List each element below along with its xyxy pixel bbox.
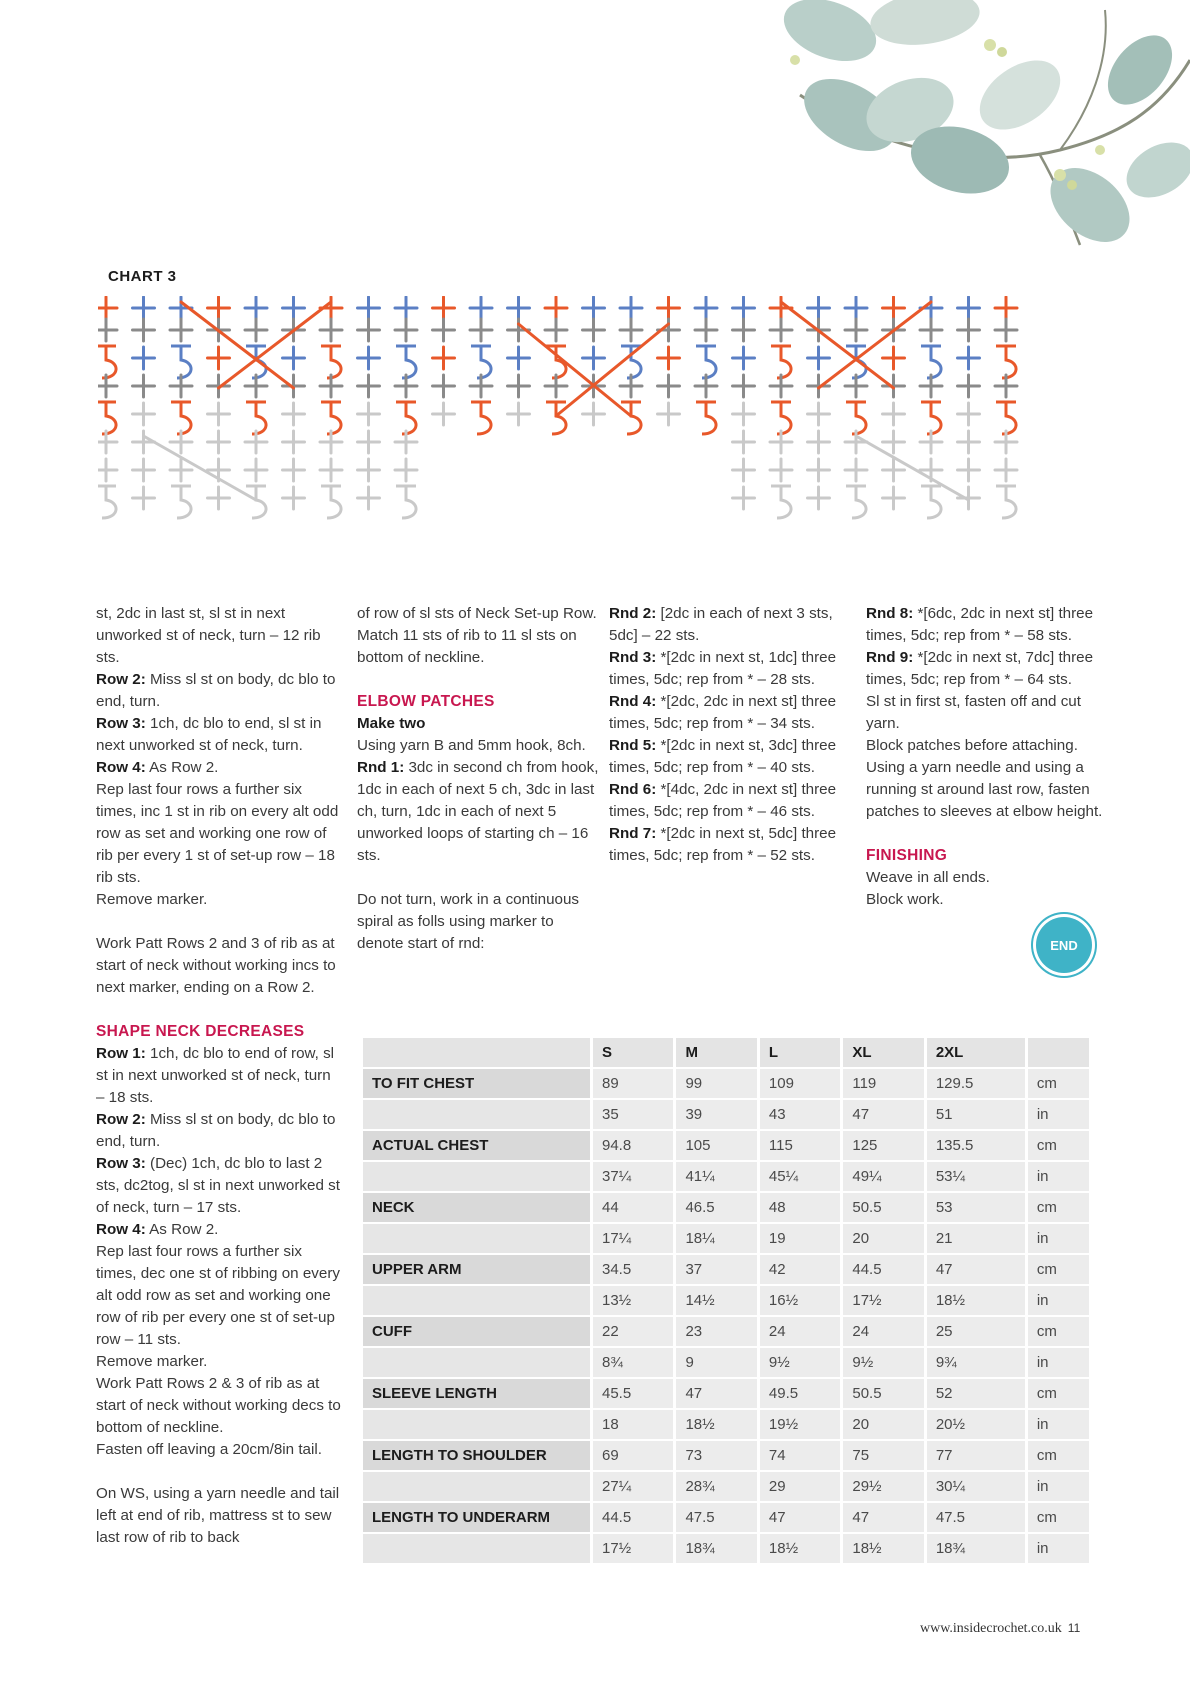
measurement-label: ACTUAL CHEST [363, 1131, 590, 1160]
chart-stitch [546, 402, 566, 434]
table-row [363, 1503, 1089, 1532]
row-label: Rnd 9: [866, 649, 914, 666]
chart-stitch [846, 346, 866, 378]
chart-stitch [321, 402, 341, 434]
measurement-value: 119 [843, 1069, 923, 1098]
measurement-value: 129.5 [927, 1069, 1025, 1098]
measurement-value: 44 [593, 1193, 673, 1222]
chart-stitch [471, 402, 491, 434]
measurement-label [363, 1472, 590, 1501]
pattern-line: Rnd 3: *[2dc in next st, 1dc] three times, 5dc; rep from * – 28 sts. [609, 649, 837, 688]
size-table [360, 1036, 1092, 1565]
measurement-value: 39 [676, 1100, 756, 1129]
size-header [1028, 1038, 1089, 1067]
unit-cell: cm [1028, 1441, 1089, 1470]
measurement-value: 19 [760, 1224, 840, 1253]
chart-stitch [396, 402, 416, 434]
row-label: Rnd 6: [609, 781, 657, 798]
unit-cell: cm [1028, 1503, 1089, 1532]
chart-stitch [621, 402, 641, 434]
measurement-value: 17½ [843, 1286, 923, 1315]
chart-stitch [921, 402, 941, 434]
chart-stitch [396, 486, 416, 518]
measurement-value: 8¾ [593, 1348, 673, 1377]
sub-heading: Make two [357, 715, 426, 732]
footer [920, 1621, 1080, 1637]
footer-url: www.insidecrochet.co.uk [920, 1621, 1062, 1636]
unit-cell: cm [1028, 1379, 1089, 1408]
pattern-line: Row 3: (Dec) 1ch, dc blo to last 2 sts, dc2tog, sl st in next unworked st of neck, turn – 17 sts. [96, 1155, 340, 1216]
measurement-value: 51 [927, 1100, 1025, 1129]
measurement-value: 105 [676, 1131, 756, 1160]
chart-stitch [246, 402, 266, 434]
measurement-value: 20 [843, 1224, 923, 1253]
pattern-line: Remove marker. [96, 1353, 208, 1370]
measurement-label [363, 1224, 590, 1253]
chart-stitch [98, 402, 116, 434]
measurement-value: 89 [593, 1069, 673, 1098]
measurement-value: 45.5 [593, 1379, 673, 1408]
unit-cell: cm [1028, 1069, 1089, 1098]
chart-stitch [171, 486, 191, 518]
measurement-value: 25 [927, 1317, 1025, 1346]
row-label: Rnd 2: [609, 605, 657, 622]
table-row [363, 1069, 1089, 1098]
measurement-value: 47 [843, 1100, 923, 1129]
measurement-value: 47 [927, 1255, 1025, 1284]
chart-stitch [321, 346, 341, 378]
pattern-line: Weave in all ends. [866, 869, 990, 886]
row-label: Row 4: [96, 759, 146, 776]
pattern-line: Block work. [866, 891, 944, 908]
table-row [363, 1317, 1089, 1346]
table-row [363, 1441, 1089, 1470]
size-header: M [676, 1038, 756, 1067]
table-row [363, 1162, 1089, 1191]
pattern-line: Block patches before attaching. Using a yarn needle and using a running st around last row, fasten patches to sleeves at elbow height. [866, 737, 1103, 820]
measurement-value: 99 [676, 1069, 756, 1098]
measurement-value: 47.5 [927, 1503, 1025, 1532]
measurement-value: 37¼ [593, 1162, 673, 1191]
unit-cell: in [1028, 1534, 1089, 1563]
measurement-value: 20½ [927, 1410, 1025, 1439]
chart-stitch [471, 346, 491, 378]
measurement-value: 20 [843, 1410, 923, 1439]
measurement-value: 18¾ [676, 1534, 756, 1563]
chart-stitch [396, 346, 416, 378]
measurement-value: 29½ [843, 1472, 923, 1501]
measurement-value: 109 [760, 1069, 840, 1098]
crochet-chart [98, 296, 1092, 556]
measurement-label: CUFF [363, 1317, 590, 1346]
chart-stitch [771, 402, 791, 434]
measurement-value: 17¼ [593, 1224, 673, 1253]
pattern-line: Rep last four rows a further six times, inc 1 st in rib on every alt odd row as set and working one row of rib per every 1 st of set-up row – 18 rib sts. [96, 781, 339, 886]
measurement-value: 135.5 [927, 1131, 1025, 1160]
row-label: Rnd 3: [609, 649, 657, 666]
measurement-value: 47 [843, 1503, 923, 1532]
measurement-value: 18 [593, 1410, 673, 1439]
table-row [363, 1348, 1089, 1377]
measurement-value: 9½ [760, 1348, 840, 1377]
measurement-value: 115 [760, 1131, 840, 1160]
measurement-value: 45¼ [760, 1162, 840, 1191]
measurement-value: 47 [676, 1379, 756, 1408]
measurement-value: 50.5 [843, 1379, 923, 1408]
pattern-line: Rnd 7: *[2dc in next st, 5dc] three times, 5dc; rep from * – 52 sts. [609, 825, 837, 864]
pattern-line: Rnd 9: *[2dc in next st, 7dc] three times, 5dc; rep from * – 64 sts. [866, 649, 1094, 688]
measurement-value: 18¾ [927, 1534, 1025, 1563]
row-label: Row 2: [96, 671, 146, 688]
section-heading: ELBOW PATCHES [357, 693, 495, 710]
measurement-value: 52 [927, 1379, 1025, 1408]
table-row [363, 1410, 1089, 1439]
pattern-line: Rnd 6: *[4dc, 2dc in next st] three times, 5dc; rep from * – 46 sts. [609, 781, 837, 820]
chart-stitch [921, 346, 941, 378]
measurement-value: 16½ [760, 1286, 840, 1315]
pattern-line: Using yarn B and 5mm hook, 8ch. [357, 737, 586, 754]
chart-stitch [98, 486, 116, 518]
unit-cell: cm [1028, 1255, 1089, 1284]
measurement-value: 14½ [676, 1286, 756, 1315]
measurement-value: 17½ [593, 1534, 673, 1563]
measurement-value: 74 [760, 1441, 840, 1470]
unit-cell: in [1028, 1100, 1089, 1129]
section-heading: FINISHING [866, 847, 948, 864]
measurement-value: 46.5 [676, 1193, 756, 1222]
pattern-line: Rnd 2: [2dc in each of next 3 sts, 5dc] – 22 sts. [609, 605, 833, 644]
row-label: Rnd 7: [609, 825, 657, 842]
measurement-value: 53 [927, 1193, 1025, 1222]
table-row [363, 1100, 1089, 1129]
chart-stitch [696, 346, 716, 378]
measurement-value: 44.5 [593, 1503, 673, 1532]
text-column-3 [609, 603, 854, 867]
measurement-value: 24 [843, 1317, 923, 1346]
pattern-line: Work Patt Rows 2 and 3 of rib as at start of neck without working incs to next marker, ending on a Row 2. [96, 935, 336, 996]
pattern-line: Fasten off leaving a 20cm/8in tail. [96, 1441, 322, 1458]
size-header: 2XL [927, 1038, 1025, 1067]
measurement-value: 18½ [760, 1534, 840, 1563]
measurement-value: 9 [676, 1348, 756, 1377]
unit-cell: in [1028, 1162, 1089, 1191]
measurement-label: LENGTH TO SHOULDER [363, 1441, 590, 1470]
measurement-label: TO FIT CHEST [363, 1069, 590, 1098]
chart-title: CHART 3 [108, 268, 177, 285]
chart-stitch [144, 436, 257, 500]
measurement-value: 37 [676, 1255, 756, 1284]
measurement-value: 30¼ [927, 1472, 1025, 1501]
measurement-value: 49.5 [760, 1379, 840, 1408]
chart-stitch [771, 346, 791, 378]
chart-stitch [856, 436, 969, 500]
measurement-value: 18½ [843, 1534, 923, 1563]
row-label: Rnd 8: [866, 605, 914, 622]
measurement-label [363, 1348, 590, 1377]
size-header: S [593, 1038, 673, 1067]
chart-stitch [98, 346, 116, 378]
pattern-line: Sl st in first st, fasten off and cut yarn. [866, 693, 1081, 732]
measurement-value: 18½ [927, 1286, 1025, 1315]
unit-cell: in [1028, 1472, 1089, 1501]
measurement-value: 125 [843, 1131, 923, 1160]
measurement-value: 49¼ [843, 1162, 923, 1191]
measurement-label: UPPER ARM [363, 1255, 590, 1284]
measurement-value: 73 [676, 1441, 756, 1470]
measurement-value: 21 [927, 1224, 1025, 1253]
measurement-value: 34.5 [593, 1255, 673, 1284]
eucalyptus-illustration [760, 0, 1190, 250]
row-label: Row 2: [96, 1111, 146, 1128]
text-column-1 [96, 603, 341, 1549]
chart-stitch [996, 346, 1016, 378]
row-label: Row 4: [96, 1221, 146, 1238]
section-heading: SHAPE NECK DECREASES [96, 1023, 305, 1040]
row-label: Row 1: [96, 1045, 146, 1062]
table-row [363, 1131, 1089, 1160]
pattern-line: of row of sl sts of Neck Set-up Row. Match 11 sts of rib to 11 sl sts on bottom of neckline. [357, 605, 597, 666]
chart-stitch [246, 486, 266, 518]
size-header [363, 1038, 590, 1067]
measurement-value: 9¾ [927, 1348, 1025, 1377]
pattern-line: Rnd 1: 3dc in second ch from hook, 1dc in each of next 5 ch, 3dc in last ch, turn, 1dc in each of next 5 unworked loops of starting ch – 16 sts. [357, 759, 599, 864]
chart-stitch [921, 486, 941, 518]
pattern-line: Rnd 5: *[2dc in next st, 3dc] three times, 5dc; rep from * – 40 sts. [609, 737, 837, 776]
unit-cell: in [1028, 1348, 1089, 1377]
measurement-value: 24 [760, 1317, 840, 1346]
end-badge: END [1036, 917, 1092, 973]
measurement-label [363, 1286, 590, 1315]
measurement-value: 27¼ [593, 1472, 673, 1501]
measurement-value: 42 [760, 1255, 840, 1284]
measurement-value: 48 [760, 1193, 840, 1222]
chart-stitch [846, 486, 866, 518]
measurement-value: 18½ [676, 1410, 756, 1439]
measurement-value: 43 [760, 1100, 840, 1129]
measurement-value: 75 [843, 1441, 923, 1470]
row-label: Row 3: [96, 715, 146, 732]
measurement-value: 28¾ [676, 1472, 756, 1501]
chart-stitch [846, 402, 866, 434]
size-header: XL [843, 1038, 923, 1067]
pattern-line: Rep last four rows a further six times, dec one st of ribbing on every alt odd row as set and working one row of rib per every one st of set-up row – 11 sts. [96, 1243, 340, 1348]
pattern-line: Row 4: As Row 2. [96, 759, 219, 776]
measurement-value: 77 [927, 1441, 1025, 1470]
pattern-line: Row 2: Miss sl st on body, dc blo to end, turn. [96, 671, 336, 710]
pattern-line: Row 1: 1ch, dc blo to end of row, sl st in next unworked st of neck, turn – 18 sts. [96, 1045, 335, 1106]
measurement-value: 35 [593, 1100, 673, 1129]
measurement-value: 18¼ [676, 1224, 756, 1253]
measurement-value: 23 [676, 1317, 756, 1346]
unit-cell: in [1028, 1410, 1089, 1439]
pattern-line: Row 3: 1ch, dc blo to end, sl st in next unworked st of neck, turn. [96, 715, 322, 754]
unit-cell: in [1028, 1224, 1089, 1253]
table-row [363, 1224, 1089, 1253]
chart-stitch [696, 402, 716, 434]
table-row [363, 1286, 1089, 1315]
measurement-value: 22 [593, 1317, 673, 1346]
page-number: 11 [1067, 1621, 1081, 1635]
measurement-value: 69 [593, 1441, 673, 1470]
pattern-line: Do not turn, work in a continuous spiral as folls using marker to denote start of rnd: [357, 891, 580, 952]
chart-stitch [171, 346, 191, 378]
pattern-line: Row 2: Miss sl st on body, dc blo to end, turn. [96, 1111, 336, 1150]
measurement-value: 94.8 [593, 1131, 673, 1160]
table-row [363, 1472, 1089, 1501]
size-header: L [760, 1038, 840, 1067]
table-row [363, 1534, 1089, 1563]
chart-stitch [321, 486, 341, 518]
measurement-value: 47 [760, 1503, 840, 1532]
measurement-value: 44.5 [843, 1255, 923, 1284]
row-label: Row 3: [96, 1155, 146, 1172]
unit-cell: cm [1028, 1131, 1089, 1160]
table-row [363, 1193, 1089, 1222]
measurement-value: 41¼ [676, 1162, 756, 1191]
pattern-line: Remove marker. [96, 891, 208, 908]
pattern-line: Row 4: As Row 2. [96, 1221, 219, 1238]
measurement-label: LENGTH TO UNDERARM [363, 1503, 590, 1532]
pattern-line: Work Patt Rows 2 & 3 of rib as at start of neck without working decs to bottom of neckline. [96, 1375, 341, 1436]
measurement-value: 19½ [760, 1410, 840, 1439]
measurement-label [363, 1100, 590, 1129]
table-row [363, 1379, 1089, 1408]
chart-stitch [171, 402, 191, 434]
table-row [363, 1255, 1089, 1284]
measurement-value: 13½ [593, 1286, 673, 1315]
measurement-label: SLEEVE LENGTH [363, 1379, 590, 1408]
measurement-label [363, 1410, 590, 1439]
chart-stitch [996, 402, 1016, 434]
chart-stitch [771, 486, 791, 518]
pattern-line: On WS, using a yarn needle and tail left at end of rib, mattress st to sew last row of rib to back [96, 1485, 340, 1546]
measurement-value: 53¼ [927, 1162, 1025, 1191]
text-column-2 [357, 603, 602, 955]
measurement-value: 29 [760, 1472, 840, 1501]
chart-stitch [246, 346, 266, 378]
pattern-line: Rnd 8: *[6dc, 2dc in next st] three times, 5dc; rep from * – 58 sts. [866, 605, 1094, 644]
pattern-line: Rnd 4: *[2dc, 2dc in next st] three times, 5dc; rep from * – 34 sts. [609, 693, 837, 732]
measurement-label [363, 1534, 590, 1563]
measurement-label [363, 1162, 590, 1191]
row-label: Rnd 5: [609, 737, 657, 754]
unit-cell: in [1028, 1286, 1089, 1315]
unit-cell: cm [1028, 1317, 1089, 1346]
chart-stitch [996, 486, 1016, 518]
row-label: Rnd 1: [357, 759, 405, 776]
unit-cell: cm [1028, 1193, 1089, 1222]
measurement-value: 9½ [843, 1348, 923, 1377]
text-column-4 [866, 603, 1111, 911]
measurement-value: 50.5 [843, 1193, 923, 1222]
measurement-value: 47.5 [676, 1503, 756, 1532]
row-label: Rnd 4: [609, 693, 657, 710]
measurement-label: NECK [363, 1193, 590, 1222]
pattern-line: st, 2dc in last st, sl st in next unworked st of neck, turn – 12 rib sts. [96, 605, 321, 666]
